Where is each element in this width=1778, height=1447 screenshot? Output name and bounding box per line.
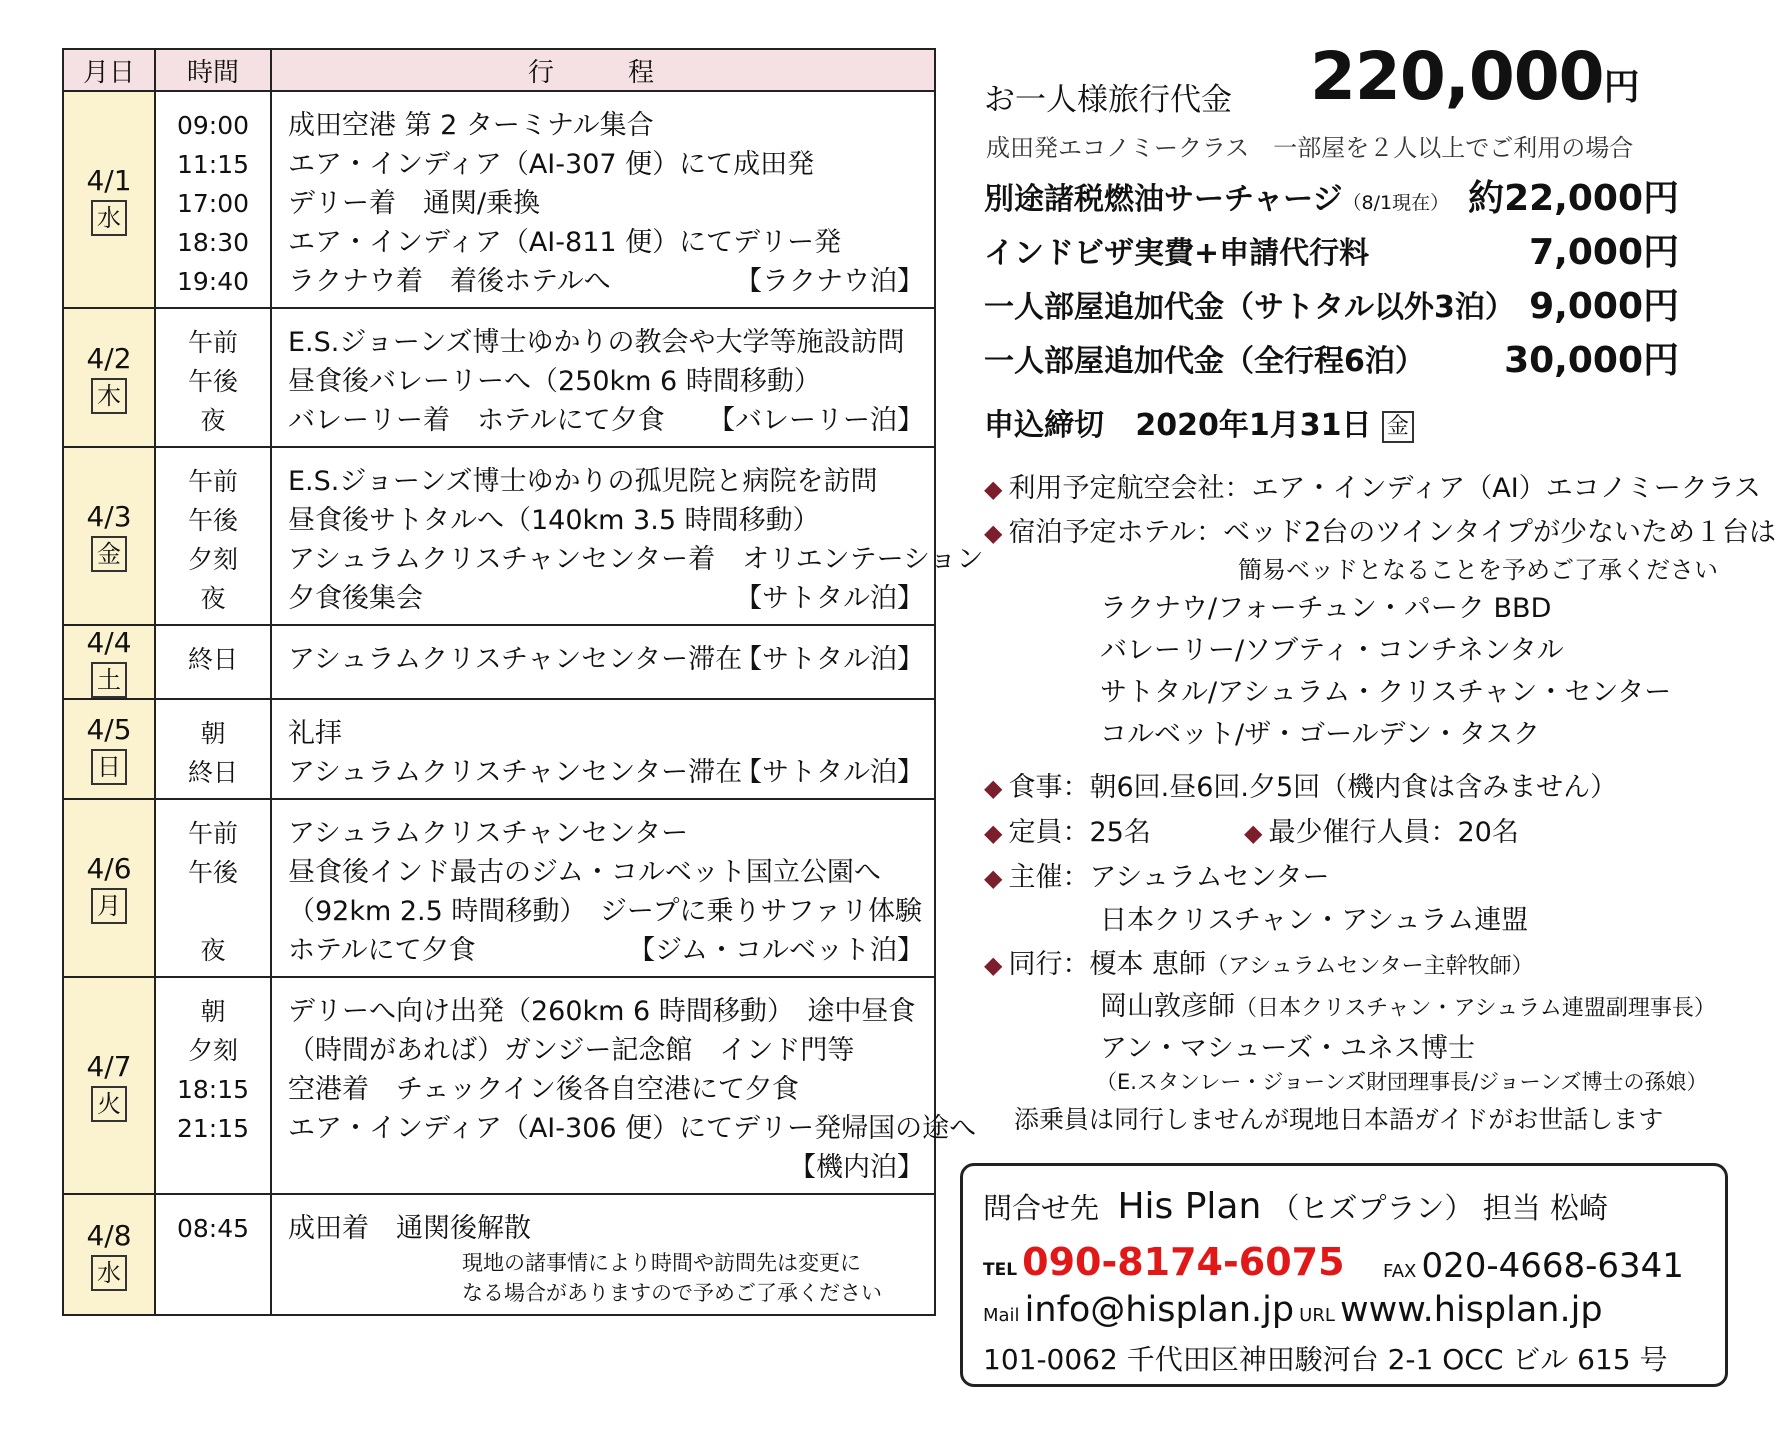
- schedule-line: [288, 640, 924, 679]
- fee-amount: 約22,000円: [1468, 178, 1679, 219]
- date-cell: [63, 625, 155, 699]
- schedule-text: アシュラムクリスチャンセンター滞在: [288, 644, 743, 675]
- time-cell: [155, 799, 271, 977]
- price-label: お一人様旅行代金: [984, 82, 1232, 118]
- minimum-info: ◆ 最少催行人員：20名: [1244, 817, 1519, 848]
- contact-header: [983, 1186, 1608, 1227]
- itinerary-table: [62, 48, 984, 1316]
- table-row: [63, 799, 935, 977]
- price-value: 220,000: [1310, 38, 1604, 115]
- fax-label: FAX: [1383, 1261, 1417, 1282]
- time-entry: 11:15: [176, 150, 250, 179]
- overnight-location: 【ジム・コルベット泊】: [628, 935, 924, 966]
- schedule-text: エア・インディア（AI-811 便）にてデリー発: [288, 227, 842, 258]
- weekday: 日: [91, 749, 127, 785]
- url-label: URL: [1299, 1305, 1335, 1326]
- organizer-info: ◆ 主催：アシュラムセンター: [984, 862, 1330, 893]
- diamond-icon: ◆: [1244, 819, 1263, 847]
- schedule-text: 夕食後集会: [288, 583, 423, 614]
- url-link[interactable]: www.hisplan.jp: [1339, 1290, 1603, 1330]
- schedule-text: （92km 2.5 時間移動） ジープに乗りサファリ体験: [288, 896, 923, 927]
- schedule-line: [288, 1209, 924, 1248]
- weekday: 火: [91, 1086, 127, 1122]
- date: 4/6: [86, 852, 132, 885]
- time-entry: 午前: [187, 328, 238, 357]
- schedule-text: 成田着 通関後解散: [288, 1213, 531, 1244]
- hotel-item: バレーリー/ソブティ・コンチネンタル: [1100, 635, 1564, 666]
- schedule-text: デリー着 通関/乗換: [288, 188, 541, 219]
- overnight-location: 【サトタル泊】: [735, 757, 924, 788]
- schedule-line: [288, 540, 984, 579]
- time-cell: [155, 1194, 271, 1315]
- schedule-cell: [271, 91, 935, 308]
- schedule-line: [288, 106, 924, 145]
- schedule-text: アシュラムクリスチャンセンター: [288, 818, 689, 849]
- date-cell: [63, 977, 155, 1194]
- schedule-note: なる場合がありますので予めご了承ください: [462, 1281, 882, 1305]
- companion-3-sub: （E.スタンレー・ジョーンズ財団理事長/ジョーンズ博士の孫娘）: [1096, 1070, 1708, 1094]
- weekday: 月: [91, 888, 127, 924]
- schedule-line: [288, 223, 924, 262]
- company-name: His Plan: [1117, 1186, 1262, 1227]
- meals-info: ◆ 食事：朝6回.昼6回.夕5回（機内食は含みません）: [984, 772, 1618, 803]
- header-time: 時間: [155, 49, 271, 91]
- mail-row: [983, 1290, 1603, 1330]
- date-cell: [63, 699, 155, 799]
- schedule-text: アシュラムクリスチャンセンター着 オリエンテーション: [288, 544, 984, 575]
- overnight-location: 【バレーリー泊】: [708, 405, 924, 436]
- time-cell: [155, 308, 271, 447]
- schedule-line: [288, 1031, 924, 1070]
- schedule-text: ラクナウ着 着後ホテルへ: [288, 266, 611, 297]
- deadline-date: 2020年1月31日: [1135, 408, 1372, 443]
- table-row: [63, 1194, 935, 1315]
- contact-box: [960, 1163, 1728, 1387]
- weekday: 木: [91, 378, 127, 414]
- time-entry: 夜: [200, 584, 226, 613]
- schedule-line: [288, 853, 924, 892]
- fee-label: [984, 282, 1515, 326]
- schedule-line: [288, 931, 924, 970]
- contact-person: 担当 松崎: [1482, 1191, 1608, 1225]
- table-row: [63, 91, 935, 308]
- date-cell: [63, 1194, 155, 1315]
- table-header: [63, 49, 935, 91]
- schedule-line: [288, 501, 924, 540]
- time-entry: 18:15: [176, 1075, 250, 1104]
- time-entry: 21:15: [176, 1114, 250, 1143]
- companion-3: アン・マシューズ・ユネス博士: [1100, 1033, 1476, 1064]
- hotel-item: ラクナウ/フォーチュン・パーク BBD: [1100, 593, 1552, 624]
- fee-label: [984, 336, 1425, 380]
- time-entry: 午後: [187, 506, 238, 535]
- deadline: [984, 400, 1414, 444]
- time-entry: 終日: [187, 645, 238, 674]
- fee-label: [984, 228, 1369, 272]
- time-entry: 18:30: [176, 228, 250, 257]
- capacity-info: ◆ 定員：25名: [984, 817, 1151, 848]
- overnight-location: 【機内泊】: [789, 1152, 924, 1183]
- table-row: [63, 308, 935, 447]
- time-entry: 夕刻: [187, 545, 238, 574]
- fee-sub: （8/1現在）: [1342, 192, 1450, 214]
- schedule-line: [288, 184, 924, 223]
- fee-label-text: 一人部屋追加代金（全行程6泊）: [984, 344, 1425, 379]
- schedule-text: 昼食後サトタルへ（140km 3.5 時間移動）: [288, 505, 820, 536]
- schedule-line: [288, 262, 924, 301]
- schedule-line: [288, 362, 924, 401]
- date: 4/3: [86, 500, 132, 533]
- schedule-line: [288, 462, 924, 501]
- time-entry: [156, 1148, 270, 1187]
- overnight-location: 【ラクナウ泊】: [735, 266, 924, 297]
- diamond-icon: ◆: [984, 819, 1003, 847]
- diamond-icon: ◆: [984, 774, 1003, 802]
- date: 4/5: [86, 713, 132, 746]
- date: 4/2: [86, 341, 132, 375]
- fee-label-text: 一人部屋追加代金（サトタル以外3泊）: [984, 290, 1515, 325]
- time-entry: 夕刻: [187, 1036, 238, 1065]
- organizer-2: 日本クリスチャン・アシュラム連盟: [1100, 905, 1529, 936]
- schedule-text: （時間があれば）ガンジー記念館 インド門等: [288, 1035, 855, 1066]
- time-cell: [155, 625, 271, 699]
- table-row: [63, 977, 935, 1194]
- schedule-text: デリーへ向け出発（260km 6 時間移動） 途中昼食: [288, 996, 916, 1027]
- schedule-cell: [271, 447, 984, 625]
- date-cell: [63, 447, 155, 625]
- schedule-line: [288, 323, 924, 362]
- schedule-cell: [271, 308, 935, 447]
- schedule-line: [288, 579, 924, 618]
- time-cell: [155, 699, 271, 799]
- table-row: [63, 447, 935, 625]
- schedule-cell: [271, 799, 935, 977]
- mail-address[interactable]: info@hisplan.jp: [1024, 1290, 1295, 1330]
- itinerary-body: [63, 91, 984, 1315]
- weekday: 土: [91, 662, 127, 698]
- fee-label: [984, 174, 1449, 218]
- price-unit: 円: [1603, 67, 1639, 108]
- fee-amount: 9,000円: [1529, 286, 1679, 327]
- weekday: 水: [91, 1255, 127, 1291]
- table-row: [63, 699, 935, 799]
- schedule-line: [288, 992, 924, 1031]
- hotel-item: コルベット/ザ・ゴールデン・タスク: [1100, 719, 1541, 750]
- price-condition: 成田発エコノミークラス 一部屋を２人以上でご利用の場合: [986, 134, 1634, 162]
- contact-label: 問合せ先: [983, 1191, 1100, 1225]
- schedule-text: エア・インディア（AI-307 便）にて成田発: [288, 149, 815, 180]
- schedule-text: 礼拝: [288, 718, 342, 749]
- date: 4/7: [86, 1049, 132, 1083]
- fee-amount: 7,000円: [1529, 232, 1679, 273]
- time-cell: [155, 91, 271, 308]
- header-date: 月日: [63, 49, 155, 91]
- date: 4/8: [86, 1218, 132, 1252]
- time-entry: 午前: [187, 467, 238, 496]
- time-entry: [156, 892, 270, 931]
- tel-number[interactable]: 090-8174-6075: [1022, 1240, 1345, 1284]
- schedule-line: [288, 814, 924, 853]
- time-cell: [155, 447, 271, 625]
- schedule-text: E.S.ジョーンズ博士ゆかりの教会や大学等施設訪問: [288, 327, 905, 358]
- date-cell: [63, 308, 155, 447]
- schedule-text: E.S.ジョーンズ博士ゆかりの孤児院と病院を訪問: [288, 466, 878, 497]
- time-entry: 夜: [200, 406, 226, 435]
- hotel-note: 簡易ベッドとなることを予めご了承ください: [1238, 556, 1718, 584]
- schedule-text: バレーリー着 ホテルにて夕食: [288, 405, 665, 436]
- diamond-icon: ◆: [984, 864, 1003, 892]
- fax-number: 020-4668-6341: [1421, 1246, 1684, 1286]
- companion-2: 岡山敦彦師（日本クリスチャン・アシュラム連盟副理事長）: [1100, 991, 1716, 1022]
- header-schedule: 行 程: [271, 49, 935, 91]
- diamond-icon: ◆: [984, 475, 1003, 503]
- fee-label-text: 別途諸税燃油サーチャージ: [984, 182, 1343, 217]
- schedule-text: アシュラムクリスチャンセンター滞在: [288, 757, 743, 788]
- tel-row: [983, 1240, 1345, 1284]
- schedule-line: [288, 1070, 924, 1109]
- deadline-label: 申込締切: [984, 408, 1104, 443]
- mail-label: Mail: [983, 1305, 1020, 1326]
- companion-info: ◆ 同行：榎本 恵師（アシュラムセンター主幹牧師）: [984, 949, 1534, 980]
- airline-info: ◆ 利用予定航空会社：エア・インディア（AI）エコノミークラス: [984, 473, 1761, 504]
- weekday: 水: [91, 200, 127, 236]
- time-entry: 終日: [187, 758, 238, 787]
- date-cell: [63, 91, 155, 308]
- schedule-text: 昼食後インド最古のジム・コルベット国立公園へ: [288, 857, 881, 888]
- schedule-text: 成田空港 第 2 ターミナル集合: [288, 110, 654, 141]
- schedule-line: [288, 401, 924, 440]
- time-entry: 17:00: [176, 189, 250, 218]
- overnight-location: 【サトタル泊】: [735, 583, 924, 614]
- hotel-item: サトタル/アシュラム・クリスチャン・センター: [1100, 677, 1672, 708]
- time-entry: 09:00: [176, 111, 250, 140]
- schedule-line: [288, 1148, 924, 1187]
- schedule-line: [288, 1109, 977, 1148]
- weekday: 金: [91, 536, 127, 572]
- fax-row: [1383, 1246, 1684, 1286]
- schedule-text: 空港着 チェックイン後各自空港にて夕食: [288, 1074, 799, 1105]
- schedule-note: 現地の諸事情により時間や訪問先は変更に: [462, 1251, 861, 1275]
- diamond-icon: ◆: [984, 951, 1003, 979]
- time-entry: 夜: [200, 936, 226, 965]
- address: 101-0062 千代田区神田駿河台 2-1 OCC ビル 615 号: [983, 1343, 1668, 1376]
- schedule-text: 昼食後バレーリーへ（250km 6 時間移動）: [288, 366, 821, 397]
- time-entry: 19:40: [176, 267, 250, 296]
- company-kana: （ヒズプラン）: [1270, 1191, 1474, 1225]
- time-entry: 朝: [200, 997, 226, 1026]
- time-entry: 午後: [187, 858, 238, 887]
- price-amount: [1310, 38, 1639, 115]
- schedule-cell: [271, 1194, 935, 1315]
- schedule-line: [288, 892, 924, 931]
- time-entry: 午前: [187, 819, 238, 848]
- hotel-info: ◆ 宿泊予定ホテル：ベッド2台のツインタイプが少ないため１台は: [984, 517, 1776, 548]
- fee-amount: 30,000円: [1504, 340, 1679, 381]
- date: 4/4: [86, 626, 132, 659]
- date-cell: [63, 799, 155, 977]
- guide-note: 添乗員は同行しませんが現地日本語ガイドがお世話します: [1014, 1105, 1664, 1134]
- schedule-cell: [271, 977, 977, 1194]
- schedule-text: ホテルにて夕食: [288, 935, 476, 966]
- schedule-cell: [271, 699, 935, 799]
- schedule-cell: [271, 625, 935, 699]
- schedule-text: エア・インディア（AI-306 便）にてデリー発帰国の途へ: [288, 1113, 977, 1144]
- time-entry: 朝: [200, 719, 226, 748]
- time-entry: 08:45: [176, 1214, 250, 1243]
- table-row: [63, 625, 935, 699]
- overnight-location: 【サトタル泊】: [735, 644, 924, 675]
- tel-label: TEL: [983, 1260, 1018, 1280]
- date: 4/1: [86, 163, 132, 197]
- diamond-icon: ◆: [984, 519, 1003, 547]
- fee-label-text: インドビザ実費+申請代行料: [984, 236, 1370, 271]
- schedule-line: [288, 714, 924, 753]
- schedule-line: [288, 145, 924, 184]
- schedule-line: [288, 753, 924, 792]
- time-cell: [155, 977, 271, 1194]
- deadline-weekday: 金: [1382, 411, 1414, 443]
- time-entry: 午後: [187, 367, 238, 396]
